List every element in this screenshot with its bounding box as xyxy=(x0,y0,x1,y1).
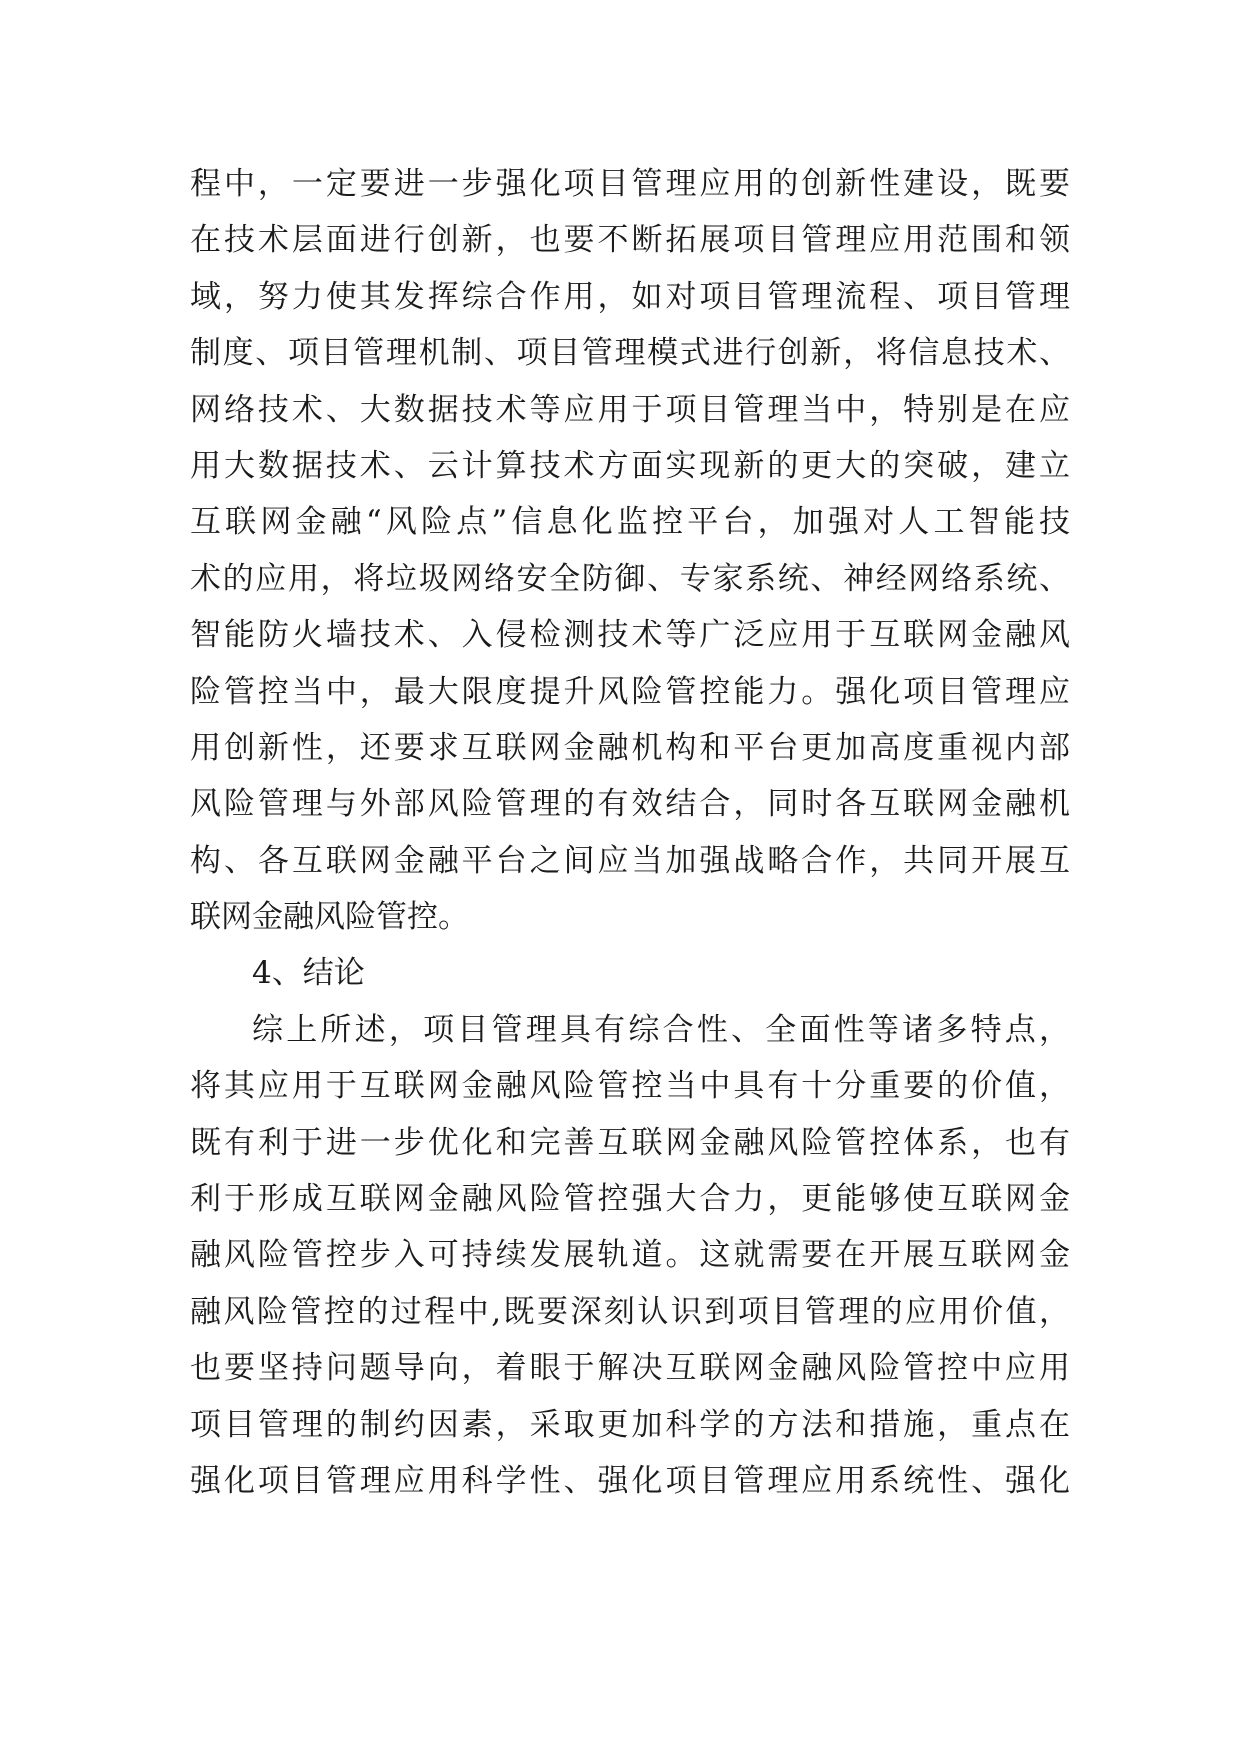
body-text xyxy=(190,156,1070,1509)
text-line: 术的应用，将垃圾网络安全防御、专家系统、神经网络系统、 xyxy=(190,560,1070,597)
section-heading: 4、结论 xyxy=(252,955,365,992)
text-line: 项目管理的制约因素，采取更加科学的方法和措施，重点在 xyxy=(190,1406,1070,1443)
text-line: 域，努力使其发挥综合作用，如对项目管理流程、项目管理 xyxy=(190,278,1070,315)
text-line: 强化项目管理应用科学性、强化项目管理应用系统性、强化 xyxy=(190,1462,1070,1499)
text-line: 既有利于进一步优化和完善互联网金融风险管控体系，也有 xyxy=(190,1124,1070,1161)
text-line: 联网金融风险管控。 xyxy=(190,899,469,936)
text-line: 制度、项目管理机制、项目管理模式进行创新，将信息技术、 xyxy=(190,335,1070,372)
text-line: 构、各互联网金融平台之间应当加强战略合作，共同开展互 xyxy=(190,842,1070,879)
text-line: 智能防火墙技术、入侵检测技术等广泛应用于互联网金融风 xyxy=(190,617,1070,654)
text-line: 险管控当中，最大限度提升风险管控能力。强化项目管理应 xyxy=(190,673,1070,710)
text-line: 综上所述，项目管理具有综合性、全面性等诸多特点， xyxy=(252,1011,1070,1048)
text-line: 融风险管控的过程中,既要深刻认识到项目管理的应用价值， xyxy=(190,1293,1070,1330)
text-line: 风险管理与外部风险管理的有效结合，同时各互联网金融机 xyxy=(190,786,1070,823)
text-line: 在技术层面进行创新，也要不断拓展项目管理应用范围和领 xyxy=(190,222,1070,259)
text-line: 网络技术、大数据技术等应用于项目管理当中，特别是在应 xyxy=(190,391,1070,428)
text-line: 将其应用于互联网金融风险管控当中具有十分重要的价值， xyxy=(190,1068,1070,1105)
text-line: 利于形成互联网金融风险管控强大合力，更能够使互联网金 xyxy=(190,1181,1070,1218)
text-line: 用创新性，还要求互联网金融机构和平台更加高度重视内部 xyxy=(190,729,1070,766)
text-line: 用大数据技术、云计算技术方面实现新的更大的突破，建立 xyxy=(190,447,1070,484)
text-line: 程中，一定要进一步强化项目管理应用的创新性建设，既要 xyxy=(190,166,1070,202)
text-line: 互联网金融“风险点”信息化监控平台，加强对人工智能技 xyxy=(190,504,1070,541)
text-line: 融风险管控步入可持续发展轨道。这就需要在开展互联网金 xyxy=(190,1237,1070,1274)
text-line: 也要坚持问题导向，着眼于解决互联网金融风险管控中应用 xyxy=(190,1350,1070,1387)
